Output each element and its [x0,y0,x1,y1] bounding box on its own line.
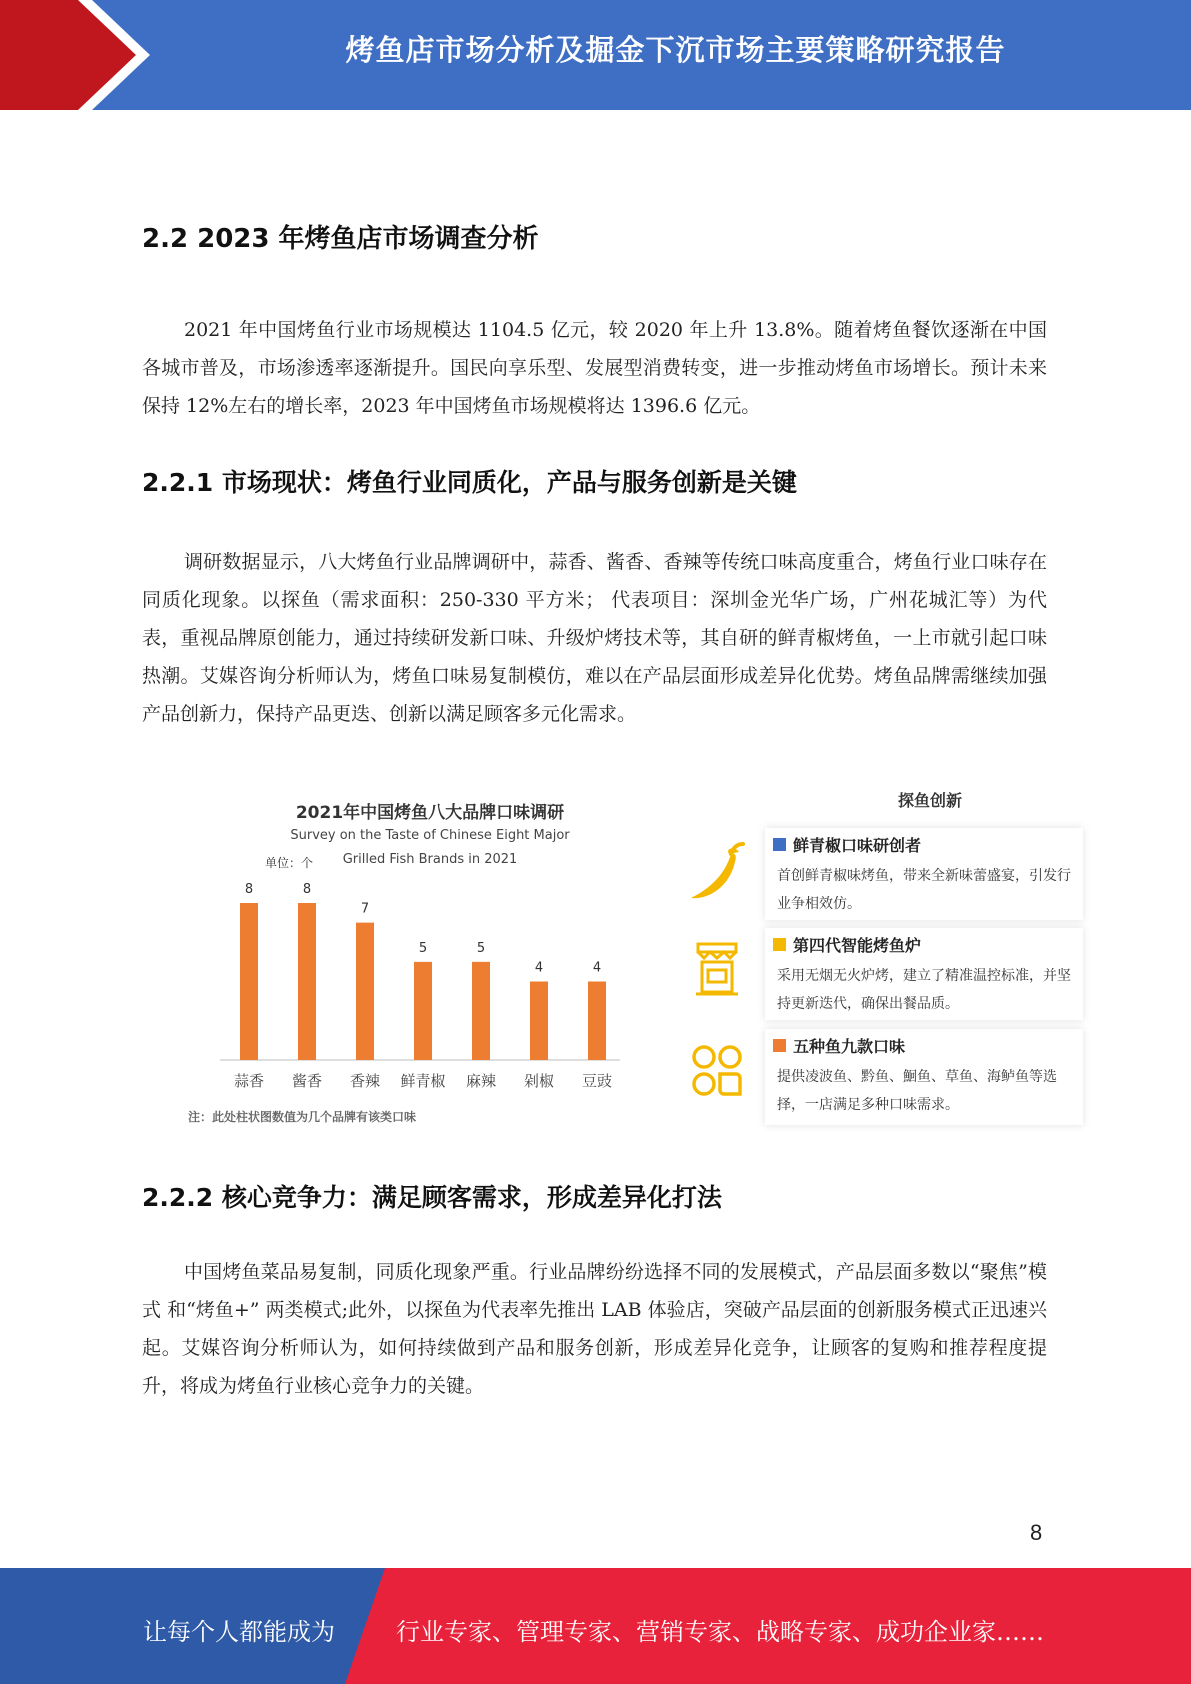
chart-unit-label: 单位：个 [265,856,314,870]
category-label: 豆豉 [581,1072,613,1090]
bar-5 [530,982,548,1061]
section-paragraph-2-2-2: 中国烤鱼菜品易复制，同质化现象严重。行业品牌纷纷选择不同的发展模式，产品层面多数以“聚焦”模式 和“烤鱼+” 两类模式;此外，以探鱼为代表率先推出 LAB 体验店，突破产品层面的创新服务模式正迅速兴起。艾媒咨询分析师认为，如何持续做到产品和服务创新，形成差异化竞争，让顾客的复购和推荐程度提升，将成为烤鱼行业核心竞争力的关键。 [142,1261,1047,1397]
innovation-card-smart-oven [765,928,1083,1020]
chart-subtitle-line-2: Grilled Fish Brands in 2021 [342,852,518,867]
section-paragraph-2-2: 2021 年中国烤鱼行业市场规模达 1104.5 亿元，较 2020 年上升 13.8%。随着烤鱼餐饮逐渐在中国各城市普及，市场渗透率逐渐提升。国民向享乐型、发展型消费转变，进一步推动烤鱼市场增长。预计未来保持 12%左右的增长率，2023 年中国烤鱼市场规模将达 1396.6 亿元。 [142,319,1047,417]
category-label: 鲜青椒 [400,1072,446,1090]
chart-title: 2021年中国烤鱼八大品牌口味调研 [295,803,565,823]
card-marker [773,1039,786,1052]
innovation-panel-title: 探鱼创新 [897,791,962,810]
card-description: 首创鲜青椒味烤鱼，带来全新味蕾盛宴，引发行业争相效仿。 [777,868,1071,912]
bar-4 [472,962,490,1060]
category-label: 蒜香 [233,1072,265,1090]
innovation-card-five-fish [765,1029,1083,1125]
header-banner [0,0,1191,110]
bar-3 [414,962,432,1060]
section-paragraph-2-2-1: 调研数据显示，八大烤鱼行业品牌调研中，蒜香、酱香、香辣等传统口味高度重合，烤鱼行业口味存在同质化现象。以探鱼（需求面积：250-330 平方米； 代表项目：深圳金光华广场，广州花城汇等）为代表，重视品牌原创能力，通过持续研发新口味、升级炉烤技术等，其自研的鲜青椒烤鱼，一上市就引起口味热潮。艾媒咨询分析师认为，烤鱼口味易复制模仿，难以在产品层面形成差异化优势。烤鱼品牌需继续加强产品创新力，保持产品更迭、创新以满足顾客多元化需求。 [142,551,1047,725]
card-title: 五种鱼九款口味 [793,1037,906,1056]
bar-1 [298,903,316,1060]
section-heading-2-2: 2.2 2023 年烤鱼店市场调查分析 [142,224,539,254]
innovation-card-green-pepper [765,828,1083,920]
footer-slogan-left: 让每个人都能成为 [143,1618,335,1646]
section-heading-2-2-1: 2.2.1 市场现状：烤鱼行业同质化，产品与服务创新是关键 [142,468,797,497]
footer-slogan-right: 行业专家、管理专家、营销专家、战略专家、成功企业家…… [396,1618,1044,1646]
card-description: 采用无烟无火炉烤，建立了精准温控标准，并坚持更新迭代，确保出餐品质。 [777,968,1071,1012]
bar-6 [588,982,606,1061]
bar-value-label: 5 [418,940,428,956]
footer-banner [0,1568,1191,1684]
card-title: 第四代智能烤鱼炉 [793,936,922,955]
chart-subtitle-line-1: Survey on the Taste of Chinese Eight Major [290,828,570,843]
grid-icon [690,1043,744,1099]
category-label: 麻辣 [465,1072,497,1090]
survey-figure [180,778,1095,1134]
card-marker [773,938,786,951]
report-title: 烤鱼店市场分析及掘金下沉市场主要策略研究报告 [345,33,1006,67]
section-heading-2-2-2: 2.2.2 核心竞争力：满足顾客需求，形成差异化打法 [142,1183,722,1212]
oven-icon [694,940,740,998]
bar-value-label: 8 [302,882,312,897]
header-arrow-decoration [0,0,160,110]
chili-icon [685,840,749,906]
category-label: 剁椒 [523,1072,555,1090]
bar-value-label: 5 [476,940,486,956]
card-marker [773,838,786,851]
bar-value-label: 4 [534,960,544,976]
bar-0 [240,903,258,1060]
bar-2 [356,923,374,1060]
category-label: 香辣 [349,1072,381,1090]
card-title: 鲜青椒口味研创者 [793,836,922,855]
card-description: 提供凌波鱼、黔鱼、鮰鱼、草鱼、海鲈鱼等选择，一店满足多种口味需求。 [777,1069,1057,1113]
bar-value-label: 4 [592,960,602,976]
page-number: 8 [1030,1520,1043,1545]
chart-footnote: 注：此处柱状图数值为几个品牌有该类口味 [188,1110,417,1124]
bar-value-label: 7 [360,901,370,917]
bar-value-label: 8 [244,882,254,897]
category-label: 酱香 [291,1072,323,1090]
